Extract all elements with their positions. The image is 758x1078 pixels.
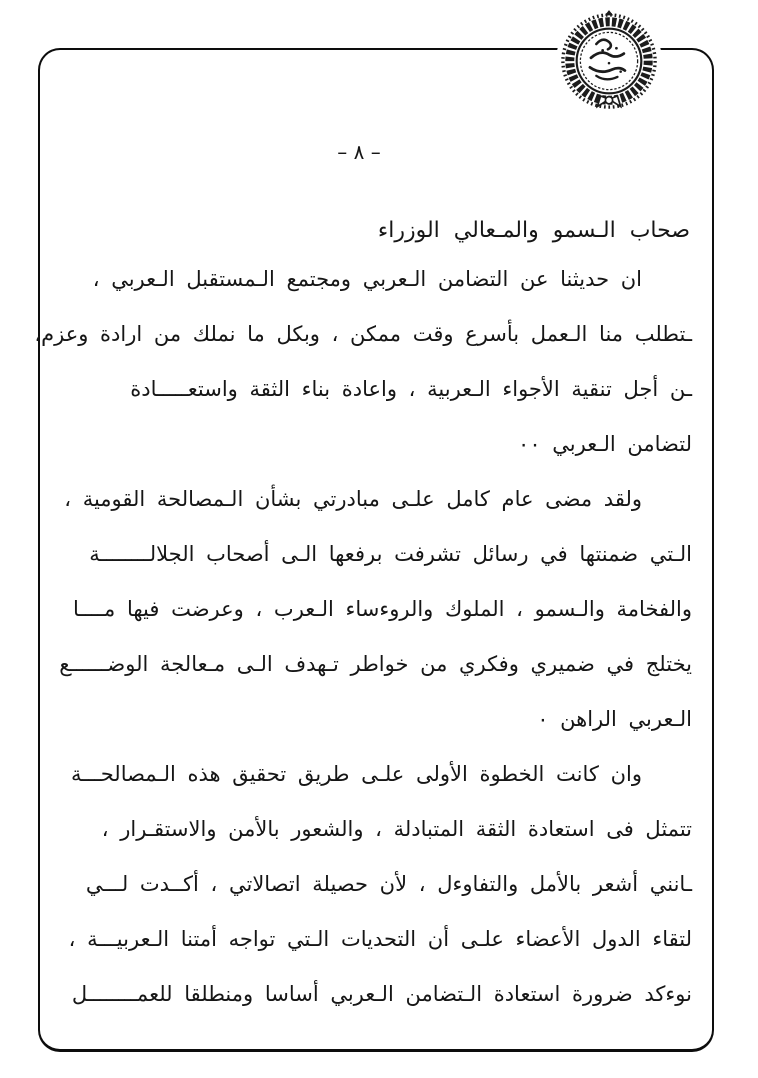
text-line: وان كانت الخطوة الأولى علـى طريق تحقيق هذه الـمصالحـــة <box>71 762 642 786</box>
text-line: ـانني أشعر بالأمل والتفاوءل ، لأن حصيلة اتصالاتي ، أكــدت لـــي <box>85 872 692 896</box>
page-number: – ٨ – <box>337 140 381 164</box>
text-line: تتمثل فى استعادة الثقة المتبادلة ، والشعور بالأمن والاستقـرار ، <box>101 817 692 841</box>
text-line: ـتطلب منا الـعمل بأسرع وقت ممكن ، وبكل ما نملك من ارادة وعزم، <box>34 322 692 346</box>
text-line: لتقاء الدول الأعضاء علـى أن التحديات الـتي تواجه أمتنا الـعربيـــة ، <box>68 927 692 951</box>
text-line: ولقد مضى عام كامل علـى مبادرتي بشأن الـمصالحة القومية ، <box>64 487 642 511</box>
text-line: الـعربي الراهن ٠ <box>537 707 692 731</box>
text-line: ان حديثنا عن التضامن الـعربي ومجتمع الـمستقبل الـعربي ، <box>92 267 642 291</box>
text-line: نوءكد ضرورة استعادة الـتضامن الـعربي أساسا ومنطلقا للعمــــــــل <box>71 982 692 1006</box>
text-line: والفخامة والـسمو ، الملوك والروءساء الـعرب ، وعرضت فيها مــــا <box>73 597 692 621</box>
text-line: الـتي ضمنتها في رسائل تشرفت برفعها الـى أصحاب الجلالــــــــة <box>89 542 692 566</box>
text-line: يختلج في ضميري وفكري من خواطر تـهدف الـى مـعالجة الوضــــــع <box>59 652 692 676</box>
text-line: لتضامن الـعربي ٠٠ <box>518 432 692 456</box>
salutation-heading: صحاب الـسمو والمـعالي الوزراء <box>377 218 690 243</box>
letter-body <box>34 252 692 1022</box>
arab-league-emblem-icon <box>556 8 662 114</box>
text-line: ـن أجل تنقية الأجواء الـعربية ، واعادة بناء الثقة واستعـــــادة <box>130 377 692 401</box>
